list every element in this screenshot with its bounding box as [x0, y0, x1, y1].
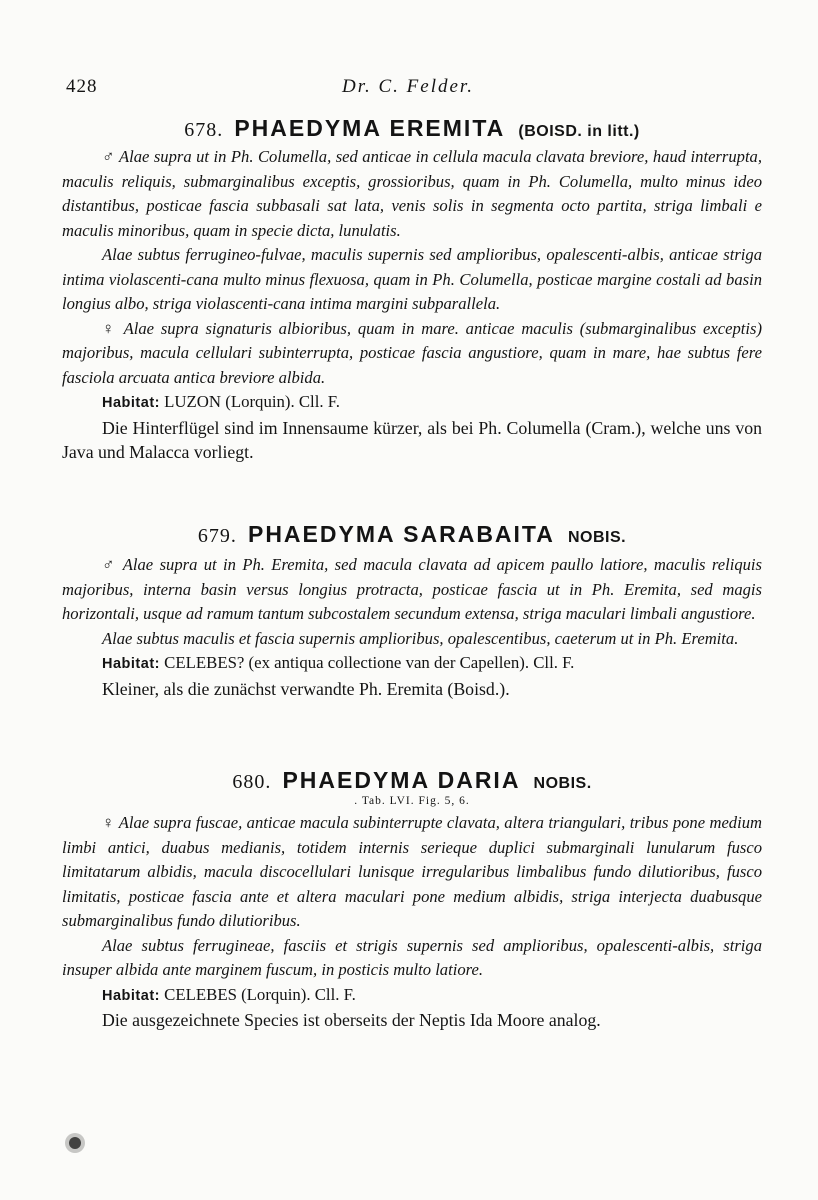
- species-name: PHAEDYMA DARIA: [282, 767, 521, 793]
- habitat-line: [62, 651, 762, 677]
- species-name: PHAEDYMA EREMITA: [234, 115, 506, 141]
- species-author: NOBIS.: [567, 529, 627, 546]
- description-paragraph: Alae subtus maculis et fascia supernis amplioribus, opalescentibus, caeterum ut in Ph. Eremita.: [102, 628, 739, 648]
- species-heading: [62, 116, 762, 141]
- habitat-text: CELEBES (Lorquin). Cll. F.: [159, 984, 356, 1004]
- description-paragraph: Alae subtus ferrugineae, fasciis et strigis supernis sed amplioribus, opalescenti-albis, striga insuper albida ante marginem fuscum, in posticis multo latiore.: [62, 935, 762, 980]
- description-paragraph: ♀ Alae supra fuscae, anticae macula subinterrupte clavata, altera triangulari, tribus pone medium limbi antici, duabus medianis, totidem internis serieque duplici submarginali lunularum fusco limitatarum albidis, macula discocellulari lunisque irregularibus limbalibus fundo dilutioribus, fusco limitatis, posticae fascia ante et altera maculari pone medium albidis, striga interjecta duabusque submarginalibus fundo dilutioribus.: [62, 813, 762, 931]
- species-entry-678: [62, 116, 762, 465]
- habitat-line: [62, 390, 762, 416]
- habitat-text: CELEBES? (ex antiqua collectione van der Capellen). Cll. F.: [159, 653, 575, 673]
- ink-blot-mark: [62, 1130, 88, 1156]
- species-heading: [62, 522, 762, 547]
- plate-reference: . Tab. LVI. Fig. 5, 6.: [354, 795, 470, 808]
- german-note: Kleiner, als die zunächst verwandte Ph. Eremita (Boisd.).: [102, 678, 510, 699]
- species-heading: [62, 768, 762, 793]
- species-author: (BOISD. in litt.): [518, 123, 640, 140]
- page-number: 428: [66, 76, 98, 97]
- description-paragraph: ♂ Alae supra ut in Ph. Columella, sed anticae in cellula macula clavata breviore, haud interrupta, maculis reliquis, submarginalibus exceptis, grossioribus, quam in Ph. Columella, multo minus ideo distantibus, posticae fascia subbasali sat lata, venis solis in segmenta octo partita, striga limbali e maculis minoribus, quam in specie dicta, lunulatis.: [62, 147, 762, 240]
- description-paragraph: ♂ Alae supra ut in Ph. Eremita, sed macula clavata ad apicem paullo latiore, maculis reliquis majoribus, interna basin versus longius protracta, posticae fascia ut in Ph. Eremita, sed magis horizontali, usque ad ramum tantum subcostalem secundum extensa, striga maculari limbali angustiore.: [62, 555, 762, 624]
- description-paragraph: ♀ Alae supra signaturis albioribus, quam in mare. anticae maculis (submarginalibus exceptis) majoribus, macula cellulari subinterrupta, posticae fascia angustiore, quam in mare, hae subtus fere fasciola arcuata antica breviore albida.: [62, 318, 762, 387]
- page-header: [66, 76, 766, 100]
- german-note: Die Hinterflügel sind im Innensaume kürzer, als bei Ph. Columella (Cram.), welche uns von Java und Malacca vorliegt.: [62, 417, 762, 463]
- habitat-label: Habitat:: [102, 987, 160, 1004]
- running-head: Dr. C. Felder.: [342, 76, 474, 97]
- species-number: 678.: [184, 119, 224, 141]
- habitat-line: [62, 983, 762, 1009]
- species-author: NOBIS.: [533, 775, 592, 792]
- habitat-label: Habitat:: [102, 395, 160, 412]
- habitat-label: Habitat:: [102, 656, 160, 673]
- species-number: 679.: [197, 525, 237, 547]
- species-name: PHAEDYMA SARABAITA: [247, 521, 555, 547]
- species-number: 680.: [232, 771, 272, 793]
- description-paragraph: Alae subtus ferrugineo-fulvae, maculis supernis sed amplioribus, opalescenti-albis, anticae striga intima violascenti-cana multo minus flexuosa, quam in Ph. Columella, posticae margine costali ad basin longius albo, striga violascenti-cana intima margini subparallela.: [62, 245, 762, 314]
- species-entry-680: [62, 768, 762, 1033]
- german-note: Die ausgezeichnete Species ist oberseits der Neptis Ida Moore analog.: [102, 1010, 601, 1031]
- species-entry-679: [62, 522, 762, 701]
- habitat-text: LUZON (Lorquin). Cll. F.: [159, 392, 340, 412]
